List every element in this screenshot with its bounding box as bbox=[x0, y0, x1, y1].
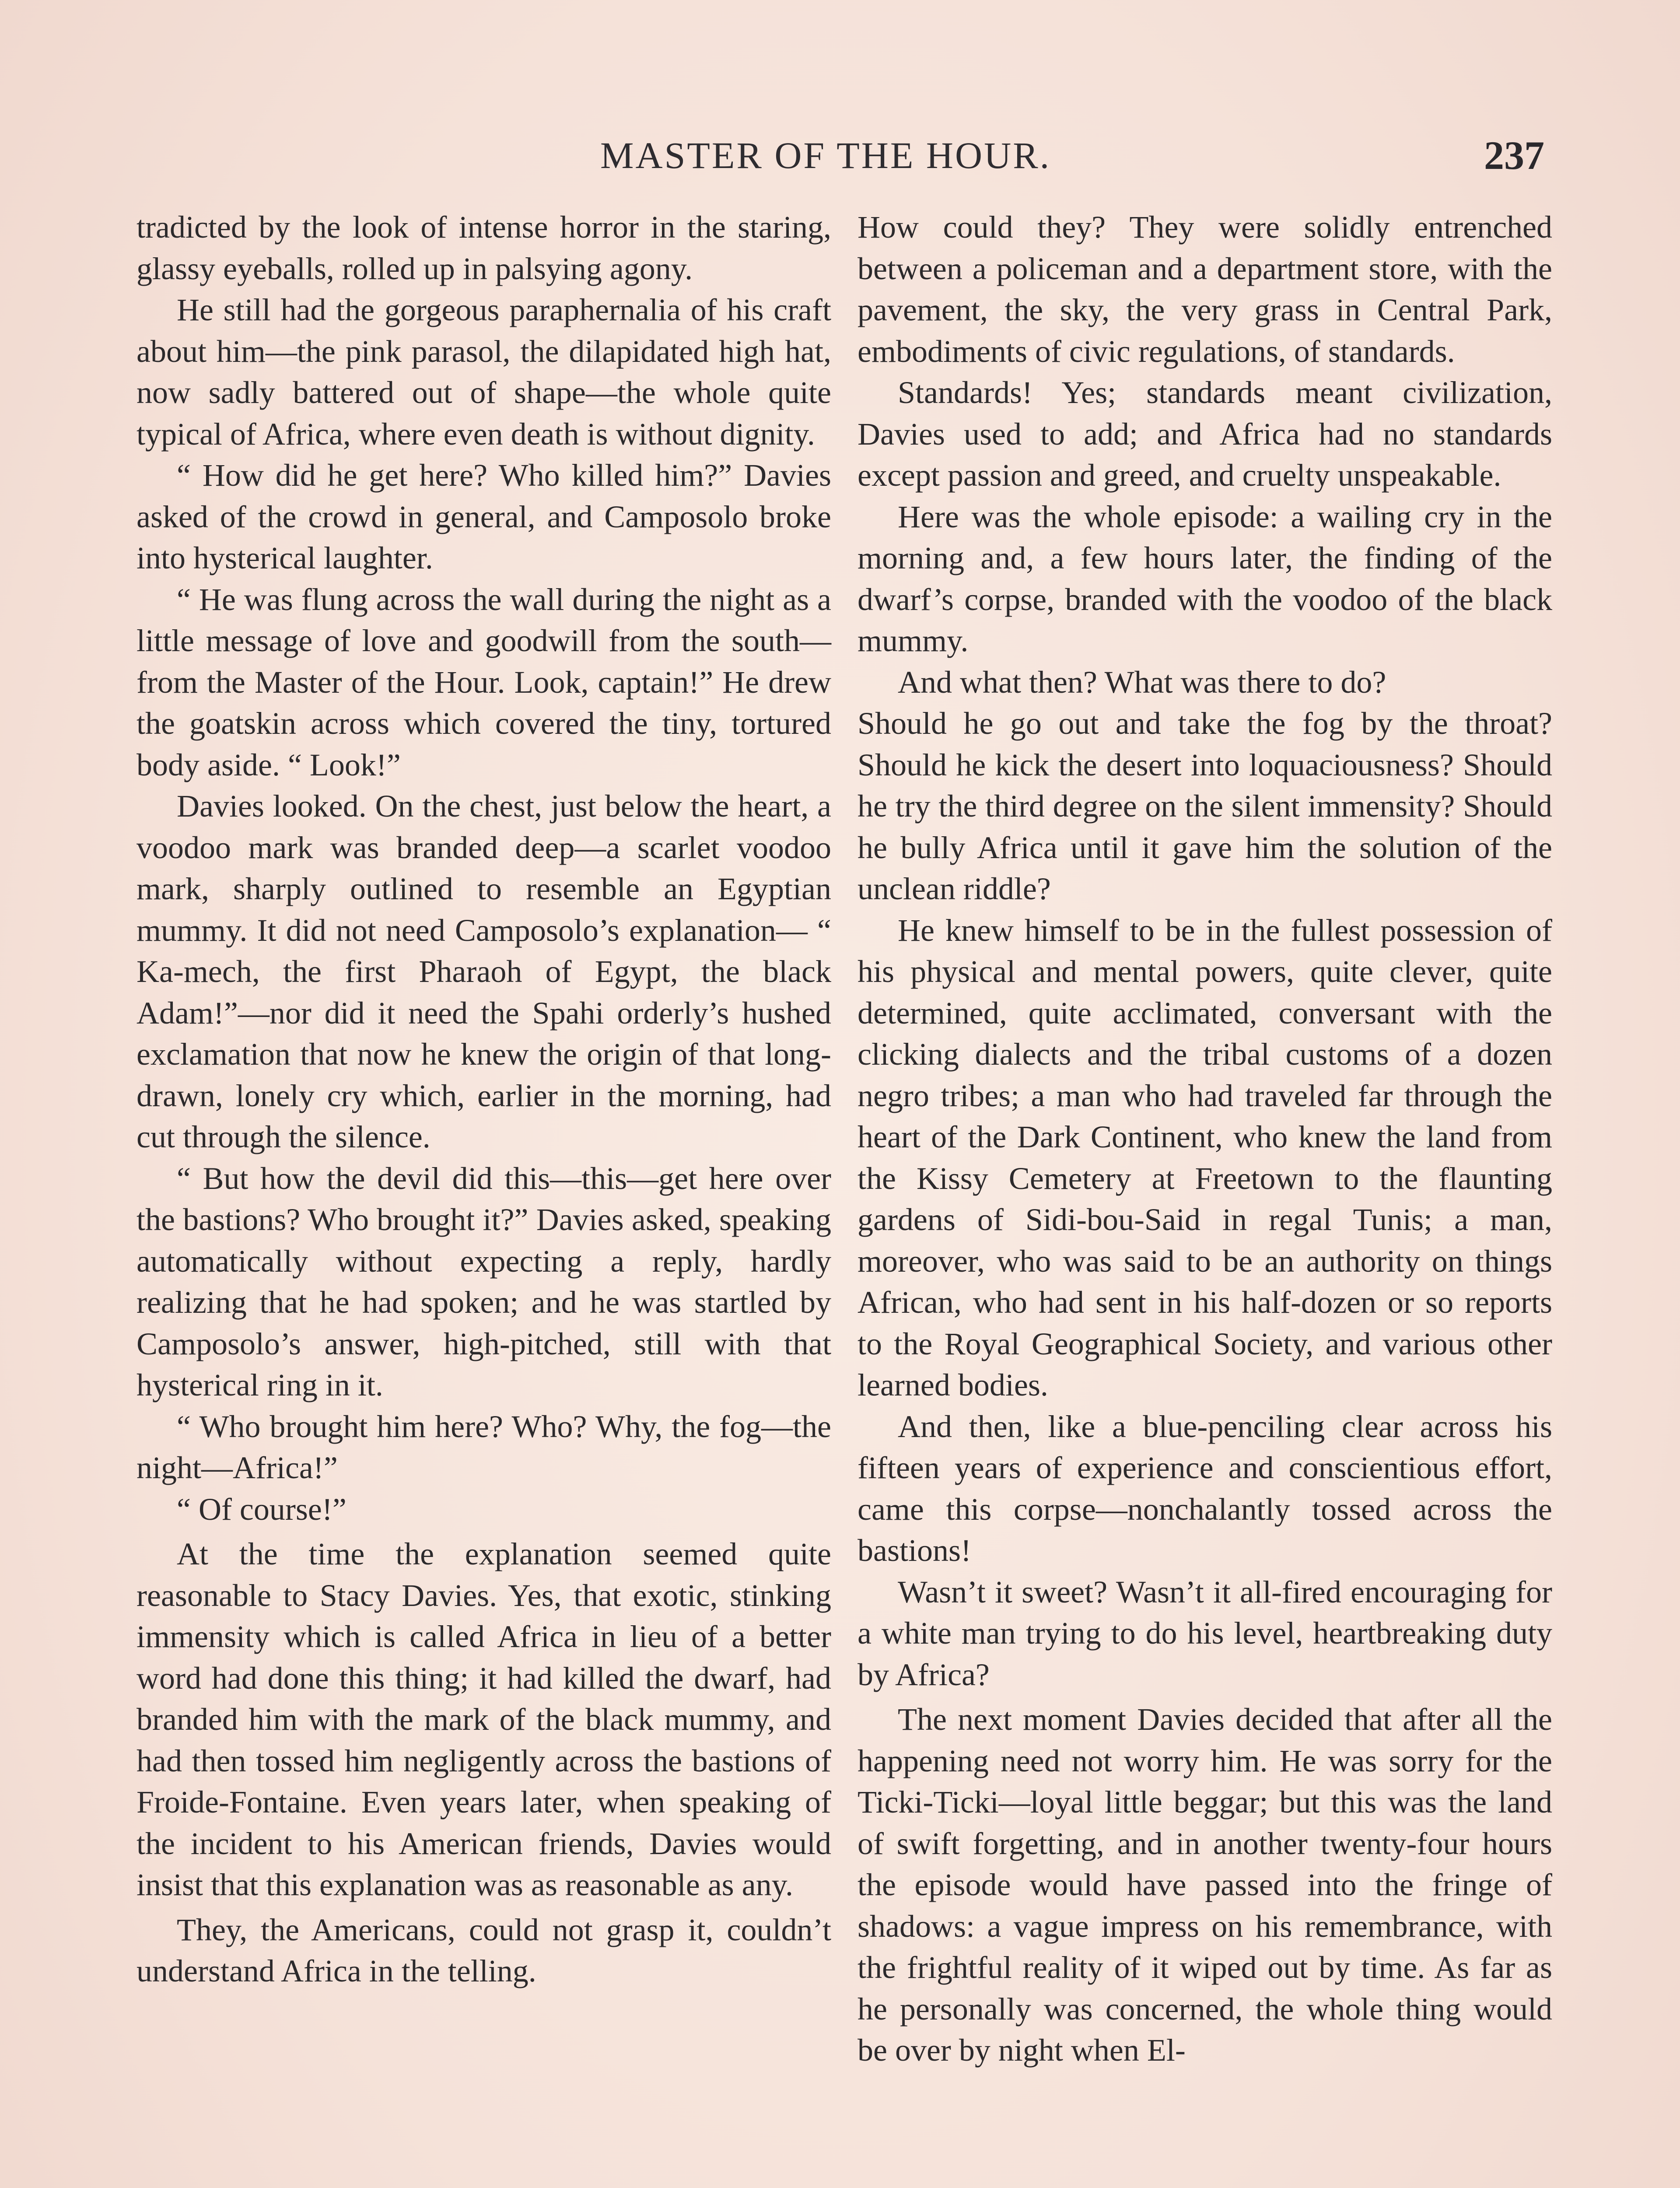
paragraph: Davies looked. On the chest, just below the heart, a voodoo mark was branded deep—a scarlet voodoo mark, sharply outlined to resemble an Egyptian mummy. It did not need Camposolo’s explanation— “ Ka-mech, the first Pharaoh of Egypt, the black Adam!”—nor did it need the Spahi orderly’s hushed exclamation that now he knew the origin of that long-drawn, lonely cry which, earlier in the morning, had cut through the silence. bbox=[136, 789, 831, 1154]
page-header bbox=[131, 127, 1544, 184]
paragraph: At the time the explanation seemed quite reasonable to Stacy Davies. Yes, that exotic, stinking immensity which is called Africa in lieu of a better word had done this thing; it had killed the dwarf, had branded him with the mark of the black mummy, and had then tossed him negligently across the bastions of Froide-Fontaine. Even years later, when speaking of the incident to his American friends, Davies would insist that this explanation was as reasonable as any. bbox=[136, 1536, 831, 1902]
paragraph: “ But how the devil did this—this—get here over the bastions? Who brought it?” Davies asked, speaking automatically without expecting a reply, hardly realizing that he had spoken; and he was startled by Camposolo’s answer, high-pitched, still with that hysterical ring in it. bbox=[136, 1161, 831, 1403]
running-title: MASTER OF THE HOUR. bbox=[600, 134, 1051, 176]
paragraph: The next moment Davies decided that after all the happening need not worry him. He was sorry for the Ticki-Ticki—loyal little beggar; but this was the land of swift forgetting, and in another twenty-four hours the episode would have passed into the fringe of shadows: a vague impress on his remembrance, with the frightful reality of it wiped out by time. As far as he personally was concerned, the whole thing would be over by night when El- bbox=[858, 1702, 1552, 2068]
paragraph: “ Of course!” bbox=[177, 1491, 346, 1527]
paragraph: Wasn’t it sweet? Wasn’t it all-fired encouraging for a white man trying to do his level, heartbreaking duty by Africa? bbox=[858, 1574, 1552, 1692]
paragraph: They, the Americans, could not grasp it, couldn’t understand Africa in the telling. bbox=[136, 1912, 831, 1988]
page-number: 237 bbox=[1484, 133, 1544, 178]
left-column bbox=[136, 207, 831, 1992]
paragraph: “ He was flung across the wall during the night as a little message of love and goodwill from the south—from the Master of the Hour. Look, captain!” He drew the goatskin across which covered the tiny, tortured body aside. “ Look!” bbox=[136, 582, 831, 782]
paragraph: How could they? They were solidly entrenched between a policeman and a department store, with the pavement, the sky, the very grass in Central Park, embodiments of civic regulations, of standards. bbox=[858, 210, 1552, 369]
paragraph: He still had the gorgeous paraphernalia of his craft about him—the pink parasol, the dilapidated high hat, now sadly battered out of shape—the whole quite typical of Africa, where even death is without dignity. bbox=[136, 292, 831, 452]
paragraph: And what then? What was there to do? bbox=[898, 664, 1386, 700]
paragraph: He knew himself to be in the fullest possession of his physical and mental powers, quite clever, quite determined, quite acclimated, conversant with the clicking dialects and the tribal customs of a dozen negro tribes; a man who had traveled far through the heart of the Dark Continent, who knew the land from the Kissy Cemetery at Freetown to the flaunting gardens of Sidi-bou-Said in regal Tunis; a man, moreover, who was said to be an authority on things African, who had sent in his half-dozen or so reports to the Royal Geographical Society, and various other learned bodies. bbox=[858, 912, 1552, 1403]
paragraph: Standards! Yes; standards meant civilization, Davies used to add; and Africa had no standards except passion and greed, and cruelty unspeakable. bbox=[858, 375, 1552, 493]
paragraph: “ Who brought him here? Who? Why, the fog—the night—Africa!” bbox=[136, 1409, 831, 1485]
paragraph: “ How did he get here? Who killed him?” Davies asked of the crowd in general, and Camposolo broke into hysterical laughter. bbox=[136, 458, 831, 575]
paragraph: And then, like a blue-penciling clear across his fifteen years of experience and conscientious effort, came this corpse—nonchalantly tossed across the bastions! bbox=[858, 1409, 1552, 1568]
paragraph: tradicted by the look of intense horror in the staring, glassy eyeballs, rolled up in palsying agony. bbox=[136, 210, 831, 286]
paragraph: Here was the whole episode: a wailing cry in the morning and, a few hours later, the finding of the dwarf’s corpse, branded with the voodoo of the black mummy. bbox=[858, 499, 1552, 658]
paragraph: Should he go out and take the fog by the throat? Should he kick the desert into loquaciousness? Should he try the third degree on the silent immensity? Should he bully Africa until it gave him the solution of the unclean riddle? bbox=[858, 706, 1552, 906]
right-column bbox=[858, 207, 1552, 2071]
